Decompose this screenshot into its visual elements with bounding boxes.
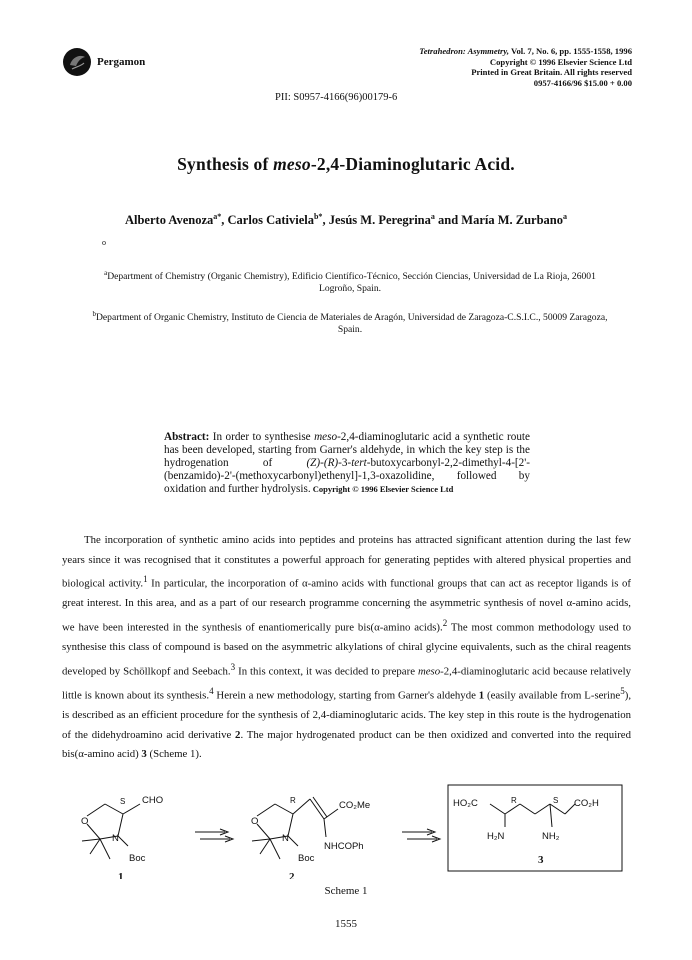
abstract-copyright: Copyright © 1996 Elsevier Science Ltd: [310, 484, 454, 494]
group-label: CO₂Me: [339, 800, 371, 811]
abstract-text: -2,4-diaminoglutaric acid a synthetic route has been developed, starting from Garner's aldehyde, in which the key step is the hydrogenation of: [164, 431, 530, 469]
abstract-italic: meso: [314, 431, 338, 443]
scheme-caption: Scheme 1: [324, 885, 368, 897]
compound-number: 3: [141, 748, 147, 761]
group-label: CO₂H: [574, 798, 599, 809]
journal-volume: Vol. 7, No. 6, pp. 1555-1558, 1996: [509, 46, 632, 56]
group-label: H₂N: [487, 831, 505, 842]
compound-number-3: 3: [538, 854, 544, 866]
atom-label: O: [251, 816, 259, 827]
body-text: -2,4-diaminoglutaric acid because relatively little is known about its synthesis.: [62, 665, 631, 702]
abstract: [164, 431, 530, 496]
body-text: The incorporation of synthetic amino acids into peptides and proteins has attracted significant attention during the last few years since it was recognised that it constitutes a powerful approach for generating peptides with altered physical properties and biological activity.: [62, 534, 631, 590]
paper-title: [0, 154, 692, 175]
issn-price-line: 0957-4166/96 $15.00 + 0.00: [533, 77, 632, 88]
publisher-name: Pergamon: [97, 56, 146, 68]
body-text: In this context, it was decided to prepare: [235, 665, 418, 678]
body-text: ), is described as an efficient procedure for the synthesis of 2,4-diaminoglutaric acids. The key step in this route is the hydrogenation of the didehydroamino acid derivative: [62, 689, 632, 741]
abstract-italic: tert: [351, 457, 367, 469]
journal-name: Tetrahedron: Asymmetry,: [419, 46, 510, 56]
abstract-text: In order to synthesise: [209, 431, 315, 443]
body-text: (easily available from L-serine: [484, 689, 621, 702]
affiliation-b: [80, 308, 620, 336]
body-text: (Scheme 1).: [146, 748, 202, 761]
group-label: NHCOPh: [324, 841, 364, 852]
compound-3-structure: [490, 804, 575, 827]
title-part: Synthesis of: [177, 154, 274, 174]
abstract-text: -butoxycarbonyl-2,2-dimethyl-4-[2'-(benzamido)-2'-(methoxycarbonyl)ethenyl]-1,3-oxazolidine, followed by oxidation and further hydrolysis.: [164, 457, 530, 495]
reference-mark: 3: [230, 661, 236, 672]
affil-mark: a: [104, 269, 108, 277]
small-mark: o: [102, 238, 106, 247]
compound-number: 1: [478, 689, 485, 702]
group-label: Boc: [129, 853, 146, 864]
reference-mark: 5: [620, 685, 625, 696]
author-list: [0, 212, 692, 228]
group-label: Boc: [298, 853, 315, 864]
page-number: 1555: [335, 918, 357, 930]
author-affil-mark: a: [563, 212, 568, 221]
reaction-arrow: [402, 829, 440, 842]
body-italic: meso: [417, 665, 441, 678]
scheme-1: [60, 779, 635, 879]
abstract-text: -3-: [338, 457, 352, 469]
reference-mark: 1: [143, 574, 148, 585]
author-affil-mark: a*: [213, 212, 222, 221]
abstract-italic: (Z)-(R): [306, 457, 339, 469]
reaction-arrow: [195, 829, 233, 842]
author-affil-mark: a: [430, 212, 435, 221]
stereo-label: S: [120, 797, 126, 806]
abstract-label: Abstract:: [164, 431, 210, 443]
author: and María M. Zurbano: [434, 213, 564, 228]
reference-mark: 4: [209, 685, 214, 696]
body-text: Herein a new methodology, starting from Garner's aldehyde: [213, 689, 479, 702]
group-label: HO₂C: [453, 798, 478, 809]
compound-number-1: 1: [118, 871, 124, 879]
affiliation-a: [100, 267, 600, 295]
intro-section: [62, 531, 631, 765]
compound-number: 2: [235, 728, 241, 741]
pergamon-logo: [62, 47, 92, 77]
author: Alberto Avenoza: [124, 213, 214, 228]
author: , Jesús M. Peregrina: [322, 213, 431, 228]
title-part: -2,4-Diaminoglutaric Acid.: [310, 154, 515, 174]
atom-label: O: [81, 816, 89, 827]
copyright-line: Copyright © 1996 Elsevier Science Ltd: [489, 56, 632, 67]
atom-label: N: [112, 833, 119, 844]
printed-line: Printed in Great Britain. All rights reserved: [471, 67, 632, 77]
pii-code: PII: S0957-4166(96)00179-6: [275, 92, 398, 103]
atom-label: N: [282, 833, 289, 844]
affil-mark: b: [92, 310, 96, 318]
stereo-label: S: [553, 796, 559, 805]
group-label: CHO: [142, 795, 164, 806]
stereo-label: R: [290, 796, 296, 805]
stereo-label: R: [511, 796, 517, 805]
group-label: NH₂: [542, 831, 560, 842]
body-text: The most common methodology used to synthesise this class of compound is based on the asymmetric alkylations of chiral glycine equivalents, such as the chiral reagents developed by Schöllkopf and Seebach.: [62, 621, 631, 678]
intro-paragraph: [62, 531, 631, 765]
body-text: In particular, the incorporation of α-amino acids with functional groups that can act as receptor ligands is of great interest. In this area, and as a part of our research programme concerning the asymmetric synthesis of novel α-amino acids, we have been interested in the synthesis of enantiomerically pure bis(α-amino acids).: [62, 577, 631, 634]
body-text: . The major hydrogenated product can be then oxidized and converted into the required bis(α-amino acid): [62, 728, 631, 761]
journal-info: [419, 46, 632, 88]
title-italic: meso: [273, 154, 311, 174]
reference-mark: 2: [442, 617, 448, 628]
compound-1-structure: [82, 804, 140, 859]
compound-number-2: 2: [289, 871, 295, 879]
author: , Carlos Cativiela: [221, 213, 314, 228]
affil-text: Department of Chemistry (Organic Chemistry), Edificio Científico-Técnico, Sección Ciencias, Universidad de La Rioja, 26001 Logroño, Spain.: [107, 271, 596, 295]
affil-text: Department of Organic Chemistry, Instituto de Ciencia de Materiales de Aragón, Universidad de Zaragoza-C.S.I.C., 50009 Zaragoza, Spain.: [95, 312, 608, 336]
author-affil-mark: b*: [313, 212, 323, 221]
